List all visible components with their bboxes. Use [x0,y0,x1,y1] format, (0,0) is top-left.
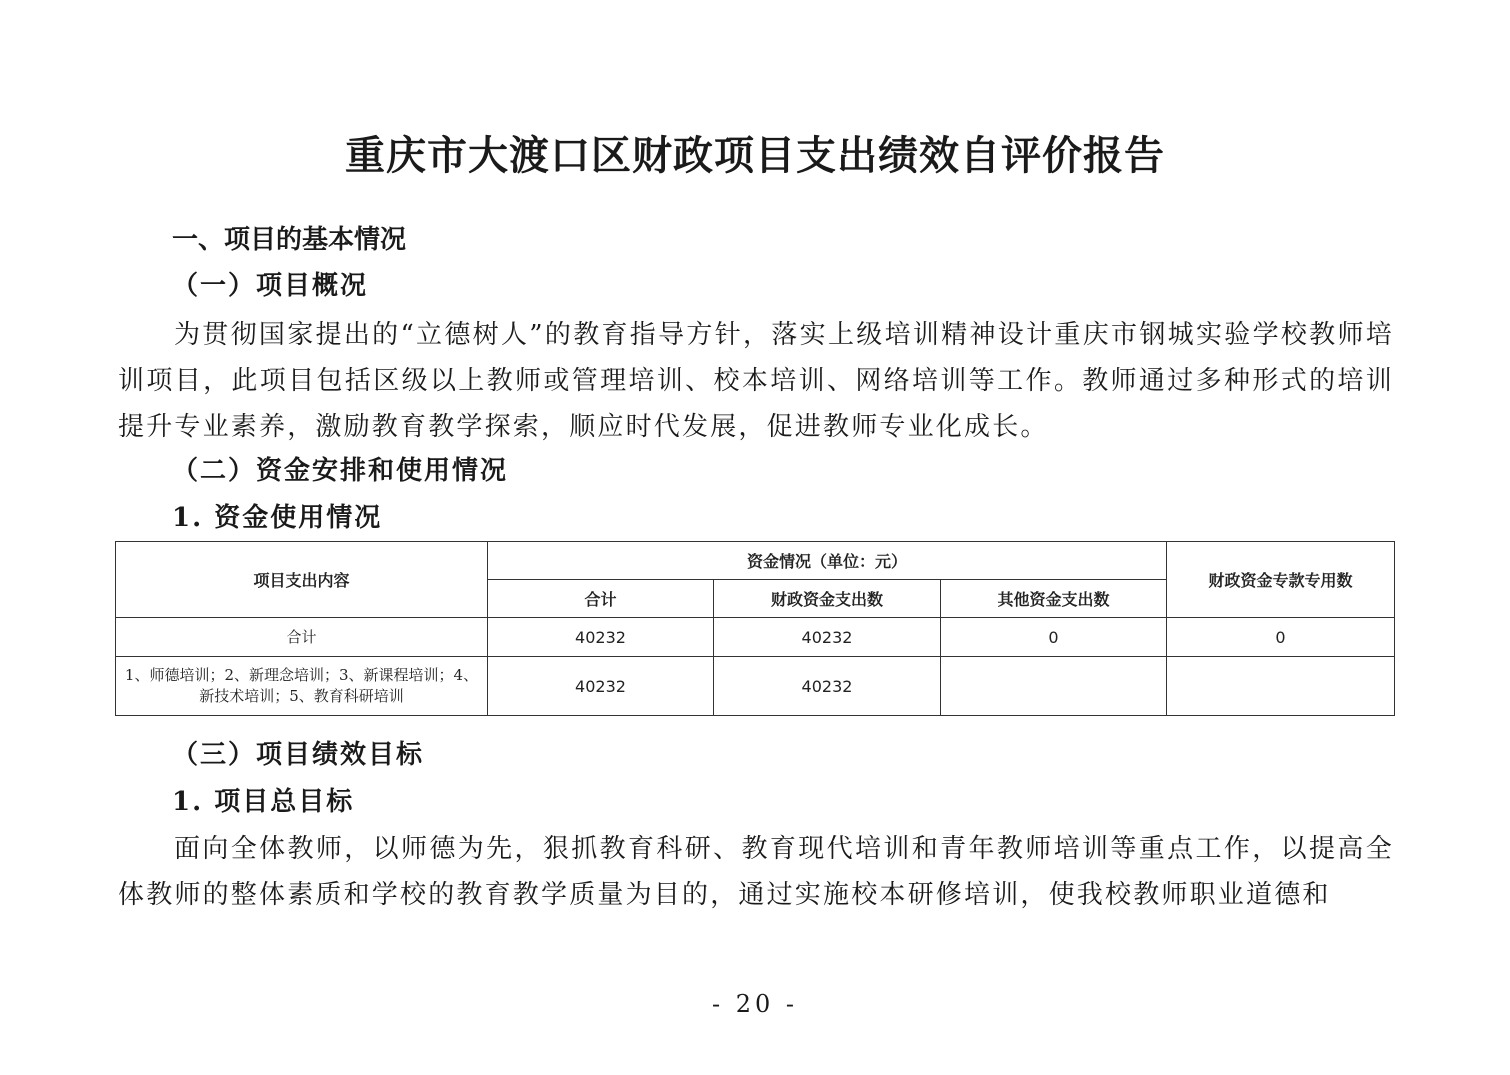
subsection-heading-performance-goals: （三）项目绩效目标 [172,740,425,770]
table-cell-other [941,657,1167,716]
table-header-fiscal: 财政资金支出数 [714,580,941,618]
overall-goal-heading: 1. 项目总目标 [172,787,355,817]
page-number: - 20 - [711,990,798,1018]
table-header-other: 其他资金支出数 [941,580,1167,618]
table-header-fund-group: 资金情况（单位：元） [488,542,1167,580]
table-cell-other: 0 [941,618,1167,657]
table-header-special: 财政资金专款专用数 [1167,542,1395,618]
table-cell-item: 1、师德培训；2、新理念培训；3、新课程培训；4、新技术培训；5、教育科研培训 [116,657,488,716]
overview-paragraph: 为贯彻国家提出的“立德树人”的教育指导方针，落实上级培训精神设计重庆市钢城实验学校教师培训项目，此项目包括区级以上教师或管理培训、校本培训、网络培训等工作。教师通过多种形式的培训提升专业素养，激励教育教学探索，顺应时代发展，促进教师专业化成长。 [118,320,1394,442]
funding-table [115,541,1395,716]
table-header-total: 合计 [488,580,714,618]
section-heading-basic-info: 一、项目的基本情况 [172,225,407,255]
table-cell-special [1167,657,1395,716]
table-cell-fiscal: 40232 [714,618,941,657]
table-cell-fiscal: 40232 [714,657,941,716]
table-row [116,618,1395,657]
subsection-heading-funding: （二）资金安排和使用情况 [172,456,509,486]
table-cell-total: 40232 [488,618,714,657]
table-cell-total: 40232 [488,657,714,716]
table-header-item: 项目支出内容 [116,542,488,618]
subsection-heading-overview: （一）项目概况 [172,271,369,301]
overall-goal-paragraph: 面向全体教师，以师德为先，狠抓教育科研、教育现代培训和青年教师培训等重点工作，以提高全体教师的整体素质和学校的教育教学质量为目的，通过实施校本研修培训，使我校教师职业道德和 [118,834,1394,910]
table-cell-special: 0 [1167,618,1395,657]
table-cell-item: 合计 [116,618,488,657]
table-row [116,657,1395,716]
document-title: 重庆市大渡口区财政项目支出绩效自评价报告 [345,132,1165,179]
funding-usage-heading: 1. 资金使用情况 [172,503,383,533]
